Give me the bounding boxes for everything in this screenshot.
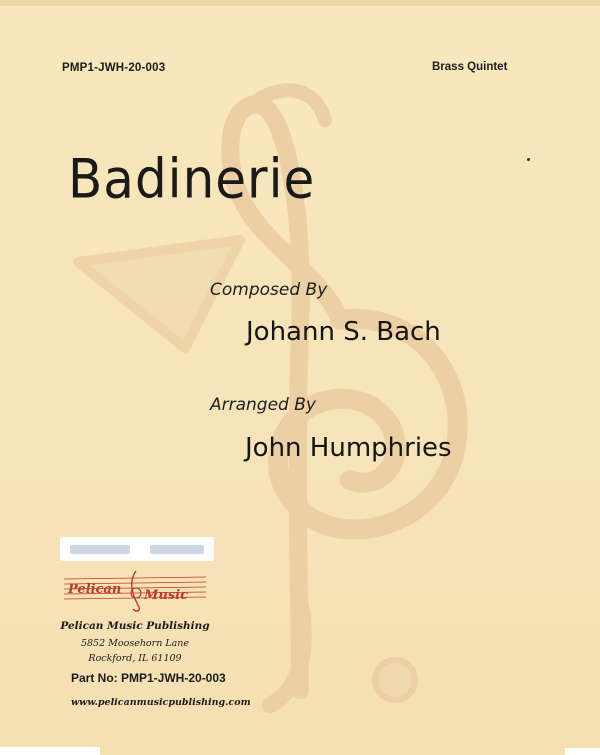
publisher-address xyxy=(60,636,210,666)
address-line-2: Rockford, IL 61109 xyxy=(88,653,182,664)
address-line-1: 5852 Moosehorn Lane xyxy=(80,638,190,649)
composer-name: Johann S. Bach xyxy=(246,317,441,347)
logo-text-music: Music xyxy=(144,588,189,603)
speck xyxy=(527,158,530,161)
logo-text-pelican: Pelican xyxy=(68,582,122,597)
catalog-code: PMP1-JWH-20-003 xyxy=(62,62,166,74)
publisher-name: Pelican Music Publishing xyxy=(60,620,210,632)
arranger-name: John Humphries xyxy=(245,433,452,463)
part-number: Part No: PMP1-JWH-20-003 xyxy=(71,671,226,685)
piece-title: Badinerie xyxy=(68,147,316,211)
bottom-edge-right xyxy=(565,748,600,755)
ensemble-label: Brass Quintet xyxy=(432,61,508,73)
publisher-logo xyxy=(60,565,210,615)
arranged-by-label: Arranged By xyxy=(210,395,316,415)
composed-by-label: Composed By xyxy=(210,280,328,300)
barcode-sticker xyxy=(60,537,214,561)
publisher-block xyxy=(60,620,210,666)
bottom-edge-left xyxy=(0,747,100,755)
publisher-website: www.pelicanmusicpublishing.com xyxy=(71,697,251,708)
